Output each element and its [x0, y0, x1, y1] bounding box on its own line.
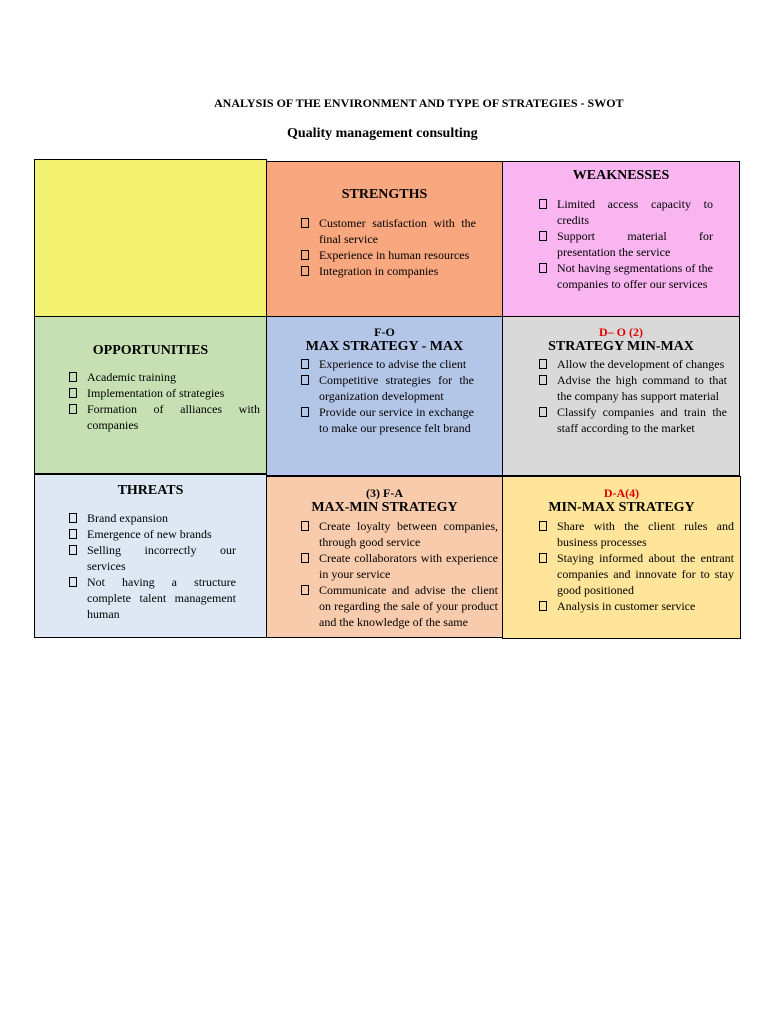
strengths-list [299, 215, 476, 279]
fo-label: F-O [374, 325, 395, 339]
do-list [537, 356, 727, 436]
fo-strategy-cell [266, 316, 503, 476]
list-item: Not having a structure complete talent management human [67, 574, 236, 622]
list-item: Customer satisfaction with the final service [299, 215, 476, 247]
threats-cell [34, 474, 267, 638]
do-label: D– O (2) [599, 325, 643, 339]
list-item: Experience to advise the client [299, 356, 474, 372]
weaknesses-cell [502, 161, 740, 317]
opportunities-heading: OPPORTUNITIES [92, 343, 209, 358]
list-item: Allow the development of changes [537, 356, 727, 372]
list-item: Experience in human resources [299, 247, 476, 263]
do-heading: STRATEGY MIN-MAX [548, 339, 694, 354]
list-item: Analysis in customer service [537, 598, 734, 614]
fo-list [299, 356, 474, 436]
list-item: Create loyalty between companies, through good service [299, 518, 498, 550]
threats-heading: THREATS [117, 483, 184, 498]
list-item: Communicate and advise the client on regarding the sale of your product and the knowledge of the same [299, 582, 498, 630]
opportunities-list [67, 369, 260, 433]
strengths-cell [266, 161, 503, 317]
threats-list [67, 510, 236, 622]
list-item: Staying informed about the entrant companies and innovate for to stay good positioned [537, 550, 734, 598]
list-item: Selling incorrectly our services [67, 542, 236, 574]
da-heading: MIN-MAX STRATEGY [548, 500, 695, 515]
list-item: Competitive strategies for the organization development [299, 372, 474, 404]
fa-list [299, 518, 498, 630]
list-item: Not having segmentations of the companies to offer our services [537, 260, 713, 292]
do-strategy-cell [502, 316, 740, 476]
list-item: Limited access capacity to credits [537, 196, 713, 228]
opportunities-cell [34, 316, 267, 474]
list-item: Academic training [67, 369, 260, 385]
list-item: Share with the client rules and business processes [537, 518, 734, 550]
weaknesses-list [537, 196, 713, 292]
list-item: Brand expansion [67, 510, 236, 526]
da-list [537, 518, 734, 614]
fa-strategy-cell [266, 476, 503, 638]
da-strategy-cell [502, 476, 741, 639]
list-item: Formation of alliances with companies [67, 401, 260, 433]
fa-label: (3) F-A [366, 486, 403, 500]
list-item: Create collaborators with experience in your service [299, 550, 498, 582]
empty-corner-cell [34, 159, 267, 317]
strengths-heading: STRENGTHS [341, 187, 428, 202]
list-item: Integration in companies [299, 263, 476, 279]
list-item: Provide our service in exchange to make our presence felt brand [299, 404, 474, 436]
fa-heading: MAX-MIN STRATEGY [311, 500, 458, 515]
fo-heading: MAX STRATEGY - MAX [305, 339, 464, 354]
weaknesses-heading: WEAKNESSES [572, 168, 670, 183]
document-subtitle: Quality management consulting [287, 126, 478, 141]
list-item: Classify companies and train the staff according to the market [537, 404, 727, 436]
da-label: D-A(4) [603, 486, 640, 500]
list-item: Implementation of strategies [67, 385, 260, 401]
list-item: Advise the high command to that the company has support material [537, 372, 727, 404]
list-item: Support material for presentation the service [537, 228, 713, 260]
list-item: Emergence of new brands [67, 526, 236, 542]
